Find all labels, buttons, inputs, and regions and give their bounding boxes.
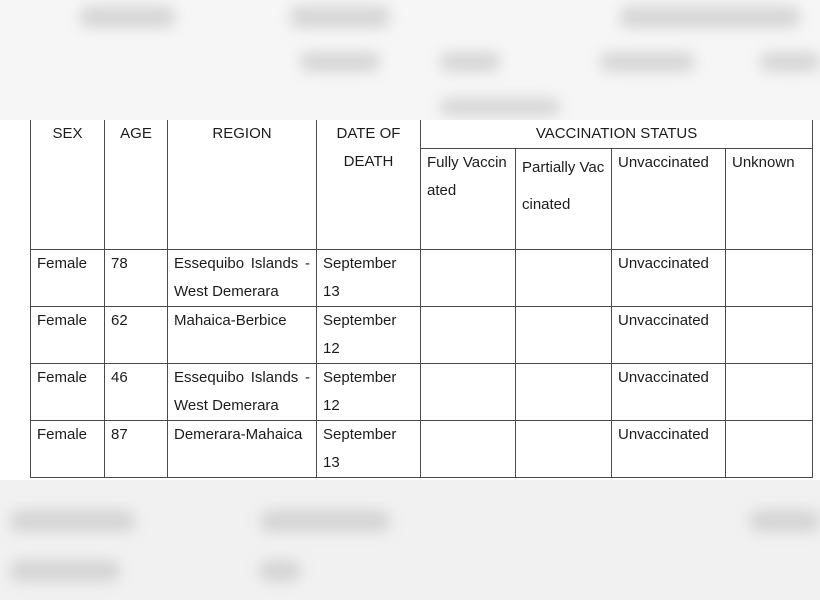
column-header-vaccination-status: VACCINATION STATUS	[421, 120, 813, 149]
cell-unvaccinated: Unvaccinated	[612, 421, 726, 478]
cell-date: September 12	[317, 307, 421, 364]
cell-region: Demerara-Mahaica	[168, 421, 317, 478]
column-header-sex: SEX	[31, 120, 105, 250]
cell-unknown	[726, 307, 813, 364]
column-header-age: AGE	[105, 120, 168, 250]
cell-region: Essequibo Islands -West Demerara	[168, 250, 317, 307]
cell-unvaccinated: Unvaccinated	[612, 307, 726, 364]
column-header-date-of-death: DATE OF DEATH	[317, 120, 421, 250]
column-header-region: REGION	[168, 120, 317, 250]
table-row	[31, 307, 813, 364]
column-header-unvaccinated: Unvaccinated	[612, 149, 726, 250]
cell-unknown	[726, 421, 813, 478]
cell-sex: Female	[31, 307, 105, 364]
cell-region: Essequibo Islands -West Demerara	[168, 364, 317, 421]
cell-age: 46	[105, 364, 168, 421]
cell-partially-vaccinated	[516, 250, 612, 307]
cell-fully-vaccinated	[421, 364, 516, 421]
cell-unvaccinated: Unvaccinated	[612, 250, 726, 307]
table-row	[31, 421, 813, 478]
column-header-fully-vaccinated: Fully Vaccinated	[421, 149, 516, 250]
table-row	[31, 364, 813, 421]
table-row	[31, 250, 813, 307]
blurred-footer-area	[0, 480, 820, 600]
cell-unknown	[726, 364, 813, 421]
column-header-unknown: Unknown	[726, 149, 813, 250]
cell-date: September 12	[317, 364, 421, 421]
cell-sex: Female	[31, 364, 105, 421]
cell-region: Mahaica-Berbice	[168, 307, 317, 364]
cell-date: September 13	[317, 421, 421, 478]
table-header-row	[31, 120, 813, 149]
cell-fully-vaccinated	[421, 421, 516, 478]
cell-unknown	[726, 250, 813, 307]
cell-age: 87	[105, 421, 168, 478]
cell-date: September 13	[317, 250, 421, 307]
covid-deaths-table	[30, 120, 813, 478]
cell-partially-vaccinated	[516, 307, 612, 364]
cell-sex: Female	[31, 421, 105, 478]
cell-age: 62	[105, 307, 168, 364]
blurred-header-area	[0, 0, 820, 120]
cell-fully-vaccinated	[421, 307, 516, 364]
cell-partially-vaccinated	[516, 421, 612, 478]
cell-sex: Female	[31, 250, 105, 307]
column-header-partially-vaccinated: Partially Vaccinated	[516, 149, 612, 250]
cell-unvaccinated: Unvaccinated	[612, 364, 726, 421]
cell-age: 78	[105, 250, 168, 307]
cell-partially-vaccinated	[516, 364, 612, 421]
cell-fully-vaccinated	[421, 250, 516, 307]
